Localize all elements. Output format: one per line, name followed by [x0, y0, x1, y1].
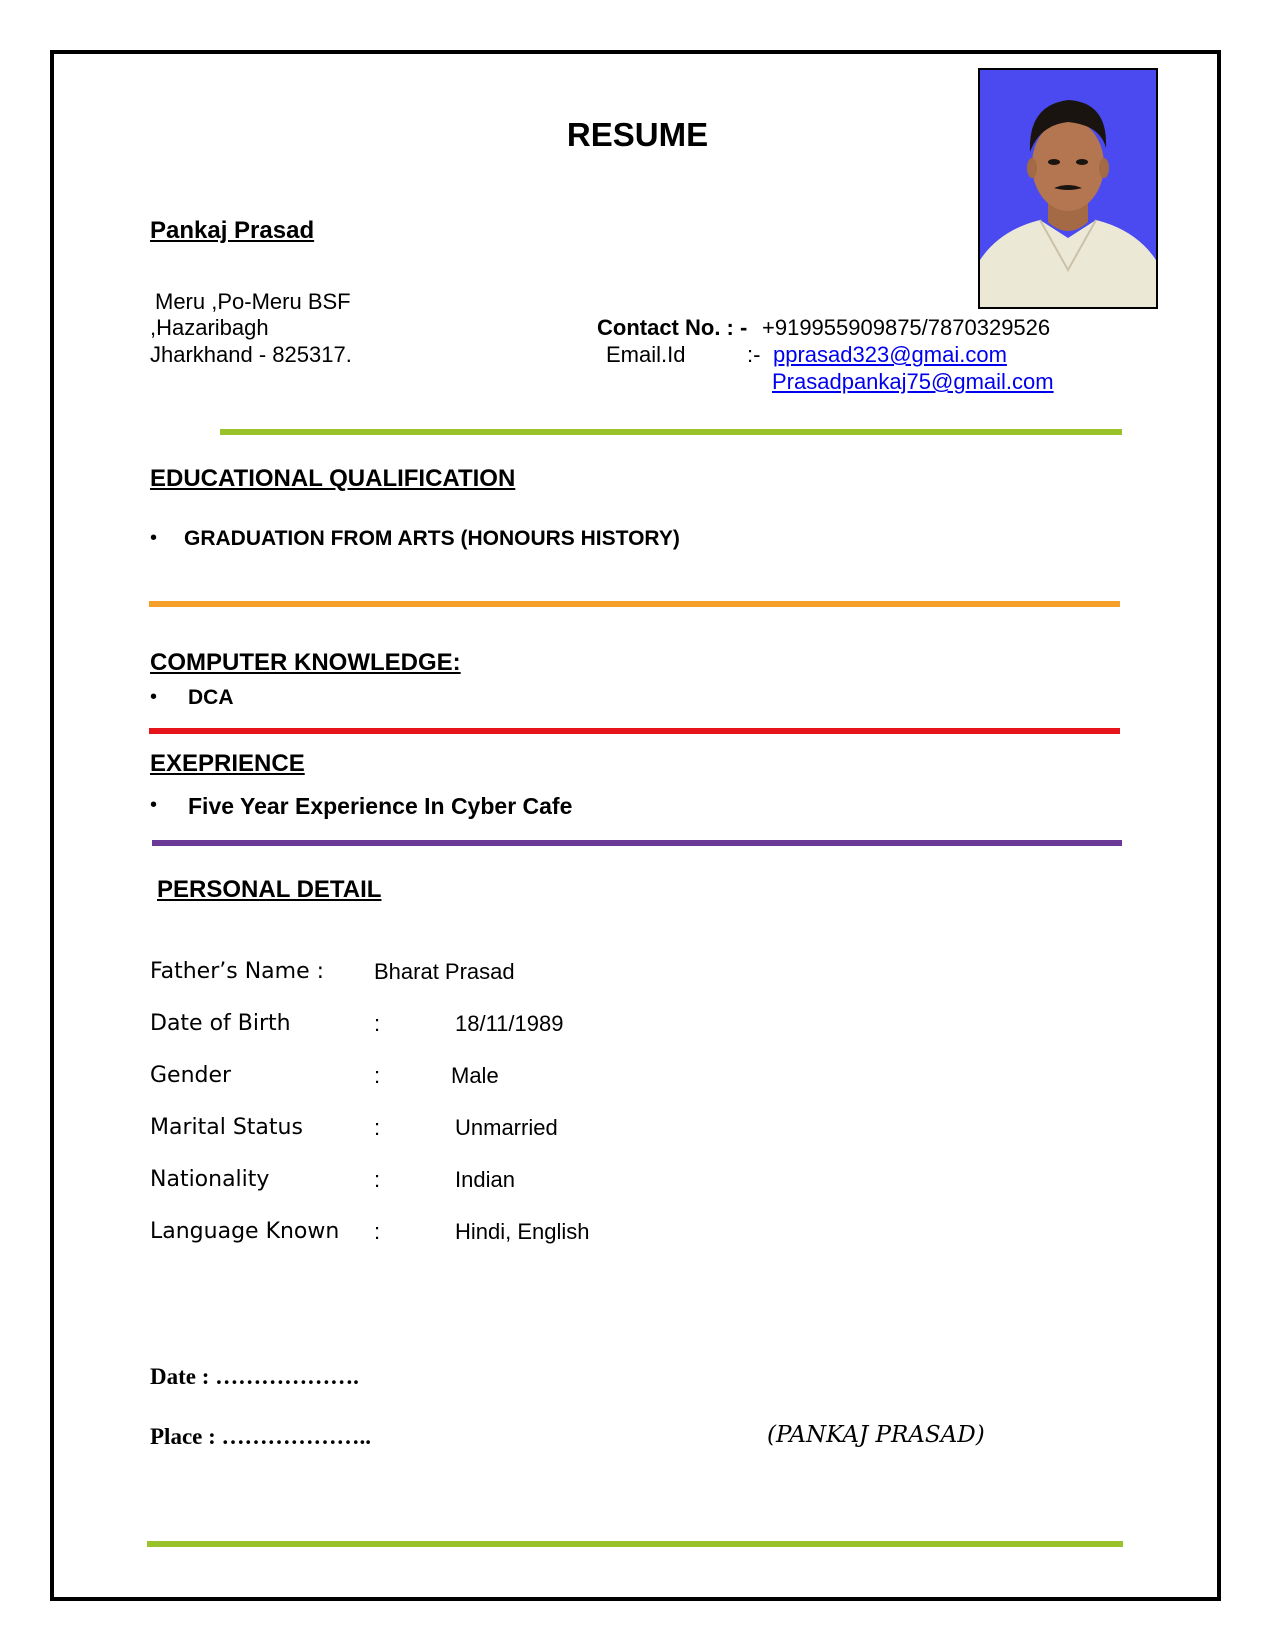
computer-item: DCA: [188, 686, 234, 709]
signature: (PANKAJ PRASAD): [767, 1422, 985, 1448]
experience-heading: EXEPRIENCE: [150, 750, 305, 777]
computer-heading: COMPUTER KNOWLEDGE:: [150, 649, 461, 676]
pd-label-language: Language Known: [150, 1219, 340, 1244]
pd-colon-gender: :: [374, 1063, 381, 1088]
bullet-icon: •: [150, 527, 158, 549]
pd-value-father: Bharat Prasad: [374, 959, 515, 984]
email-link-2[interactable]: Prasadpankaj75@gmail.com: [772, 369, 1054, 394]
pd-value-dob: 18/11/1989: [455, 1011, 564, 1036]
pd-value-language: Hindi, English: [455, 1219, 590, 1244]
pd-value-marital: Unmarried: [455, 1115, 558, 1140]
pd-colon-language: :: [374, 1219, 381, 1244]
candidate-name: Pankaj Prasad: [150, 217, 315, 244]
address-line-2: ,Hazaribagh: [150, 315, 269, 340]
pd-label-marital: Marital Status: [150, 1115, 303, 1140]
education-item: GRADUATION FROM ARTS (HONOURS HISTORY): [184, 527, 680, 550]
education-heading: EDUCATIONAL QUALIFICATION: [150, 465, 516, 492]
signature-name: PANKAJ PRASAD: [775, 1422, 976, 1448]
pd-label-gender: Gender: [150, 1063, 232, 1088]
pd-label-father: Father’s Name :: [150, 959, 325, 984]
pd-colon-marital: :: [374, 1115, 381, 1140]
person-photo: [980, 70, 1156, 307]
contact-number: +919955909875/7870329526: [762, 315, 1051, 340]
divider-green: [220, 429, 1122, 435]
pd-label-dob: Date of Birth: [150, 1011, 291, 1036]
divider-orange: [149, 601, 1120, 607]
divider-purple: [152, 840, 1122, 846]
pd-colon-dob: :: [374, 1011, 381, 1036]
bullet-icon: •: [150, 794, 158, 816]
address-line-1: Meru ,Po-Meru BSF: [155, 289, 351, 314]
email-link-1[interactable]: pprasad323@gmai.com: [773, 342, 1007, 367]
place-field: Place : ………………..: [150, 1424, 372, 1449]
pd-colon-nationality: :: [374, 1167, 381, 1192]
divider-red: [149, 728, 1120, 734]
resume-title: RESUME: [566, 116, 709, 153]
pd-value-nationality: Indian: [455, 1167, 515, 1192]
divider-green-bottom: [147, 1541, 1123, 1547]
pd-label-nationality: Nationality: [150, 1167, 270, 1192]
contact-label: Contact No. : -: [597, 315, 748, 340]
date-field: Date : ……………….: [150, 1364, 359, 1389]
bullet-icon: •: [150, 686, 158, 708]
email-label: Email.Id: [606, 342, 686, 367]
email-separator: :-: [747, 342, 761, 367]
profile-photo: [978, 68, 1158, 309]
pd-value-gender: Male: [451, 1063, 499, 1088]
address-line-3: Jharkhand - 825317.: [150, 342, 352, 367]
personal-heading: PERSONAL DETAIL: [157, 876, 382, 903]
experience-item: Five Year Experience In Cyber Cafe: [188, 793, 573, 819]
